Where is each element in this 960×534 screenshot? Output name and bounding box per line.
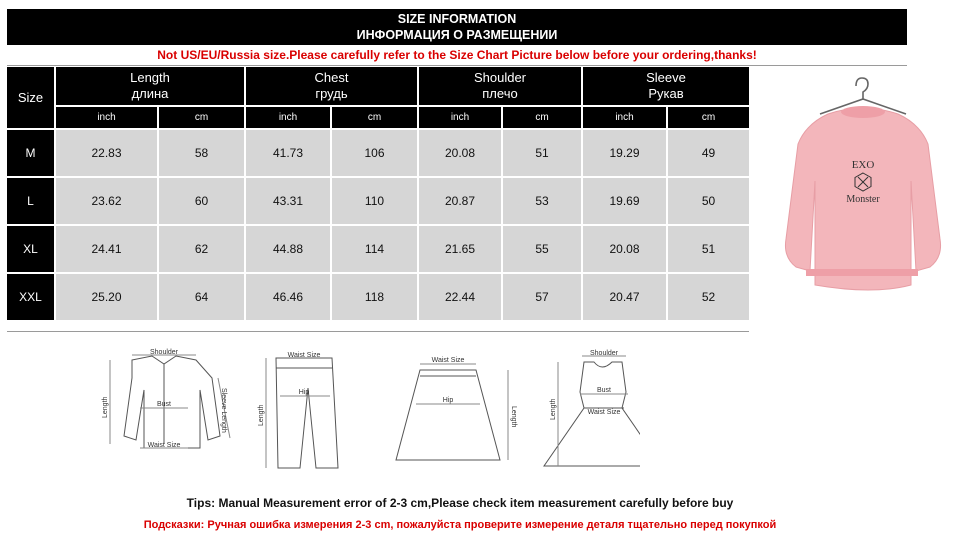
cell-xl-length-inch: 24.41 [56,226,157,272]
measurement-diagrams [80,348,640,483]
unit-header-cm: cm [159,107,244,128]
skirt-diagram [396,364,508,460]
size-header-label: Size [17,89,44,105]
size-cell-l: L [7,178,54,224]
cell-l-shoulder-cm: 53 [503,178,581,224]
cell-l-length-cm: 60 [159,178,244,224]
dress-shoulder-label: Shoulder [589,350,619,357]
cell-xxl-length-inch: 25.20 [56,274,157,320]
size-cell-xl: XL [7,226,54,272]
group-header-length [56,67,244,105]
sweatshirt-collar [841,106,885,118]
shirt-length-label: Length [102,396,109,418]
unit-header-cm: cm [503,107,581,128]
length-label-en: Length [130,70,170,85]
cell-xxl-sleeve-inch: 20.47 [583,274,666,320]
cell-xl-shoulder-inch: 21.65 [419,226,501,272]
unit-header-cm: cm [668,107,749,128]
cell-xxl-sleeve-cm: 52 [668,274,749,320]
product-photo [770,72,955,292]
cell-m-shoulder-cm: 51 [503,130,581,176]
cell-m-length-inch: 22.83 [56,130,157,176]
unit-header-inch: inch [246,107,330,128]
size-table [7,67,749,320]
header-title-en: SIZE INFORMATION [397,12,517,26]
cell-xxl-shoulder-inch: 22.44 [419,274,501,320]
unit-header-inch: inch [56,107,157,128]
skirt-length-label: Length [510,406,517,428]
cell-xxl-chest-inch: 46.46 [246,274,330,320]
print-text-bottom: Monster [846,194,880,205]
size-cell-m: M [7,130,54,176]
cell-l-length-inch: 23.62 [56,178,157,224]
cell-m-chest-inch: 41.73 [246,130,330,176]
chest-label-ru: грудь [315,86,348,101]
print-text-top: EXO [851,159,875,171]
dress-bust-label: Bust [596,387,612,394]
dress-length-label: Length [550,398,557,420]
divider-top [7,65,907,66]
cell-xl-shoulder-cm: 55 [503,226,581,272]
sweatshirt-image [770,72,955,292]
shirt-sleeve-label: Sleeve Length [220,388,227,433]
shoulder-label-ru: плечо [482,86,518,101]
group-header-sleeve [583,67,749,105]
sweatshirt-hem [806,269,918,276]
header-title-ru: ИНФОРМАЦИЯ О РАЗМЕЩЕНИИ [356,28,558,42]
shoulder-label-en: Shoulder [473,70,527,85]
cell-l-shoulder-inch: 20.87 [419,178,501,224]
chest-label-en: Chest [314,70,349,85]
shirt-bust-label: Bust [156,401,172,408]
cell-m-sleeve-inch: 19.29 [583,130,666,176]
sleeve-label-ru: Рукав [648,86,684,101]
cell-xl-sleeve-cm: 51 [668,226,749,272]
unit-header-inch: inch [583,107,666,128]
cell-l-sleeve-cm: 50 [668,178,749,224]
size-warning: Not US/EU/Russia size.Please carefully refer to the Size Chart Picture below before your ordering,thanks! [157,48,757,62]
dress-waist-label: Waist Size [587,409,621,416]
cell-xl-chest-inch: 44.88 [246,226,330,272]
cell-m-shoulder-inch: 20.08 [419,130,501,176]
sleeve-label-en: Sleeve [646,70,686,85]
cell-xl-length-cm: 62 [159,226,244,272]
tips-russian: Подсказки: Ручная ошибка измерения 2-3 cm, пожалуйста проверите измерение деталя тщательно перед покупкой [143,519,777,531]
cell-xl-chest-cm: 114 [332,226,417,272]
group-header-chest [246,67,417,105]
size-column-header [7,67,54,128]
unit-header-cm: cm [332,107,417,128]
group-header-shoulder [419,67,581,105]
cell-m-length-cm: 58 [159,130,244,176]
shirt-waist-label: Waist Size [147,442,181,449]
skirt-waist-label: Waist Size [431,357,465,364]
cell-m-chest-cm: 106 [332,130,417,176]
size-cell-xxl: XXL [7,274,54,320]
skirt-hip-label: Hip [442,397,454,404]
length-label-ru: длина [131,86,169,101]
cell-xxl-length-cm: 64 [159,274,244,320]
cell-m-sleeve-cm: 49 [668,130,749,176]
cell-xxl-chest-cm: 118 [332,274,417,320]
cell-l-chest-inch: 43.31 [246,178,330,224]
divider-table [7,331,749,332]
cell-l-chest-cm: 110 [332,178,417,224]
cell-xxl-shoulder-cm: 57 [503,274,581,320]
pants-waist-label: Waist Size [287,352,321,359]
pants-hip-label: Hip [298,389,310,396]
unit-header-inch: inch [419,107,501,128]
measurement-diagram-svg [80,348,640,483]
shirt-shoulder-label: Shoulder [149,349,179,356]
pants-length-label: Length [258,404,265,426]
cell-l-sleeve-inch: 19.69 [583,178,666,224]
size-info-header [7,9,907,45]
tips-english: Tips: Manual Measurement error of 2-3 cm,Please check item measurement carefully before buy [186,496,734,510]
cell-xl-sleeve-inch: 20.08 [583,226,666,272]
pants-diagram [266,358,338,468]
hanger-hook-icon [856,78,868,100]
